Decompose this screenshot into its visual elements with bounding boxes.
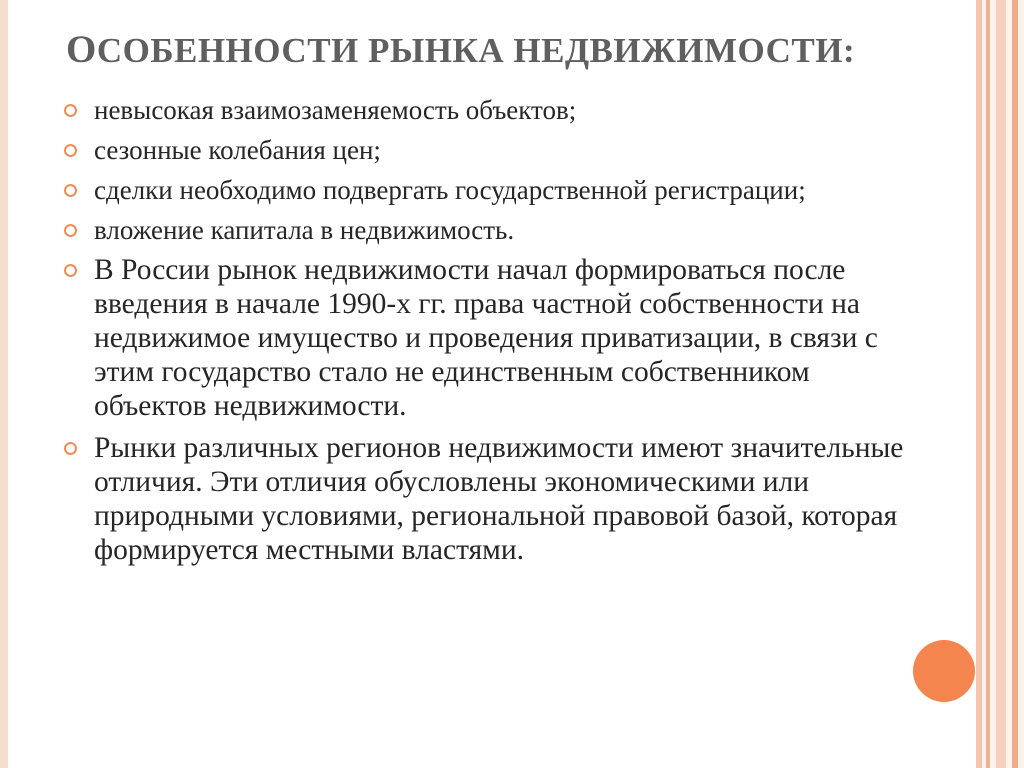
circle-bullet-icon: [64, 264, 77, 277]
list-item: [64, 173, 914, 207]
list-item-text: сделки необходимо подвергать государственной регистрации;: [94, 175, 806, 205]
circle-bullet-icon: [64, 104, 77, 117]
decorative-orange-circle: [913, 640, 975, 702]
list-item: [64, 253, 914, 423]
circle-bullet-icon: [64, 442, 77, 455]
circle-bullet-icon: [64, 184, 77, 197]
slide-title: [66, 22, 946, 79]
right-stripe: [976, 0, 982, 768]
bullet-list: [64, 93, 914, 575]
circle-bullet-icon: [64, 224, 77, 237]
list-item-text: В России рынок недвижимости начал формироваться после введения в начале 1990-х гг. права частной собственности на недвижимое имущество и проведения приватизации, в связи с этим государство стало не единственным собственником объектов недвижимости.: [94, 254, 878, 422]
circle-bullet-icon: [64, 144, 77, 157]
list-item-text: вложение капитала в недвижимость.: [94, 215, 515, 245]
list-item: [64, 133, 914, 167]
right-stripe: [986, 0, 990, 768]
list-item-text: сезонные колебания цен;: [94, 135, 381, 165]
list-item-text: Рынки различных регионов недвижимости имеют значительные отличия. Эти отличия обусловлены экономическими или природными условиями, региональной правовой базой, которая формируется местными властями.: [94, 432, 904, 566]
list-item: [64, 431, 914, 567]
right-stripe: [996, 0, 1006, 768]
right-stripe: [1012, 0, 1018, 768]
left-border-decoration: [0, 0, 8, 768]
list-item: [64, 93, 914, 127]
slide-title-text: ОСОБЕННОСТИ РЫНКА НЕДВИЖИМОСТИ:: [66, 28, 856, 71]
list-item: [64, 213, 914, 247]
list-item-text: невысокая взаимозаменяемость объектов;: [94, 95, 577, 125]
